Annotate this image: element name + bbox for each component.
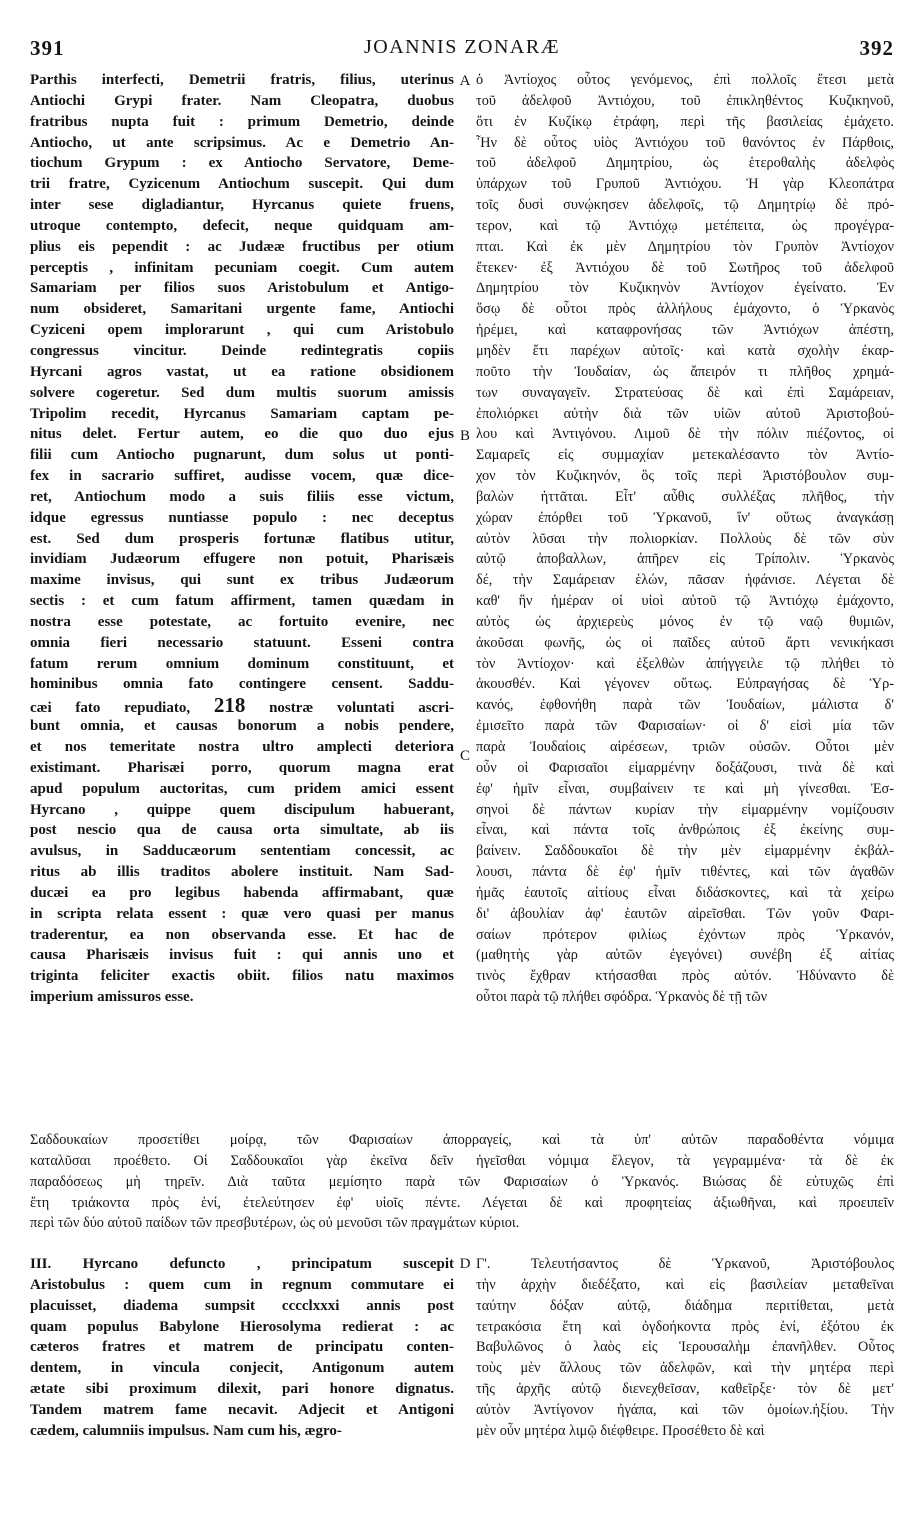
greek-text-line: ὁ Ἀντίοχος οὗτος γενόμενος, ἐπὶ πολλοῖς ἔτεσι μετὰ <box>476 72 894 88</box>
latin-text-line: nostra esse potestate, ac fortuito evenire, nec <box>30 613 454 630</box>
greek-text-line: αὐτὸν Ἀντίγονον ἠγάπα, καὶ τῶν ὁμοίων.ἠξίου. Τὴν <box>476 1401 894 1418</box>
greek-text-line: ποῦτο τὴν Ἰουδαίαν, ὡς ἄπειρόν τι πλῆθος χρημά- <box>476 363 894 380</box>
running-title: JOANNIS ZONARÆ <box>363 36 560 58</box>
latin-text-line: causa Pharisæis invisus fuit : qui annis uno et <box>30 947 454 964</box>
latin-text-line: Parthis interfecti, Demetrii fratris, filius, uterinus <box>30 72 454 88</box>
greek-text-line: Σαμαρεῖς εἰς συμμαχίαν μετεκαλέσαντο τὸν Ἀντίο- <box>476 447 894 464</box>
greek-text-line: ὅτι ἐν Κυζίκῳ ἐτράφη, περὶ τῆς βασιλείας ἐμάχετο. <box>476 113 894 130</box>
latin-text-line: Samariam per filios suos Aristobulum et Antigo- <box>30 280 454 297</box>
latin-text-line: congressus vincitur. Deinde redintegratis copiis <box>30 342 454 359</box>
latin-text-line: maxime invisus, qui sunt ex tribus Judæorum <box>30 572 454 589</box>
latin-text-line: Hyrcano , quippe quem discipulum habuerant, <box>30 801 454 818</box>
greek-text-line: εἶναι, καὶ πάντα τοῖς ἀνθρώποις ἐξ ἐκείνης συμ- <box>476 822 894 839</box>
greek-text-line: καθ' ἣν ἡμέραν οἱ υἱοὶ αὐτοῦ τῷ Ἀντιόχῳ ἐμάχοντο, <box>476 593 894 610</box>
latin-text-line: post nescio qua de causa orta simultate, ab iis <box>30 822 454 839</box>
latin-text-line: Antiocho, ut ante scripsimus. Ac e Demetrio An- <box>30 134 454 151</box>
latin-text-line: plius eis pependit : ac Judææ fructibus per otium <box>30 238 454 255</box>
latin-text-line: cædem, calumniis impulsus. Nam cum his, ægro- <box>30 1422 342 1439</box>
latin-text-line: fex in sacrario suffiret, audisse vocem, quæ dice- <box>30 468 454 485</box>
latin-text-line: trii fratre, Cyzicenum Antiochum suscepit. Qui dum <box>30 176 454 193</box>
latin-text-line: ducæi ea pro legibus habenda affirmabant, quæ <box>30 884 454 901</box>
latin-text-line: hominibus omnia fato contingere censent. Saddu- <box>30 676 454 693</box>
greek-text-line: τὴν ἀρχὴν διεδέξατο, καὶ εἰς βασιλείαν μεταθεῖναι <box>476 1276 894 1293</box>
page-number-left: 391 <box>30 36 65 60</box>
greek-text-line: ἠρέμει, καὶ καταφρονήσας τῶν Ἀντιόχων ἀπέστη, <box>476 322 894 339</box>
latin-text-line: dentem, in vincula conjecit, Antigonum autem <box>30 1360 454 1377</box>
latin-text-line: avulsus, in Sadducæorum sententiam concessit, ac <box>30 843 454 860</box>
greek-text-line: οὗτοι παρὰ τῷ πλήθει σφόδρα. Ὑρκανὸς δὲ τῇ τῶν <box>476 989 768 1006</box>
latin-text-line: perceptis , infinitam pecuniam coegit. Cum autem <box>30 259 454 276</box>
greek-text-line: τοῦ ἀδελφοῦ Ἀντιόχου, τοῦ ἐπικληθέντος Κυζικηνοῦ, <box>476 92 894 109</box>
greek-text-line: πται. Καὶ ἐκ μὲν Δημητρίου τὸν Γρυπὸν Ἀντίοχον <box>476 238 894 255</box>
greek-text-line: βαίνειν. Σαδδουκαῖοι δὲ τὴν μὲν εἱμαρμένην ἐκβάλ- <box>476 843 894 860</box>
latin-text-line: est. Sed dum prosperis fortunæ flatibus utitur, <box>30 530 454 547</box>
greek-text-line: μηδὲν ἔτι παρέχων αὐτοῖς· καὶ κατὰ σχολὴν ἐκαρ- <box>476 342 894 359</box>
latin-text-line: placuisset, diadema sumpsit cccclxxxi annis post <box>30 1297 454 1314</box>
page-number-right: 392 <box>859 36 894 60</box>
latin-text-line <box>30 695 454 716</box>
greek-text-line: δι' ἀβουλίαν ἀφ' ἑαυτῶν αἱρεῖσθαι. Τῶν γοῦν Φαρι- <box>476 905 894 922</box>
latin-text-line: omnia fieri necessario statuunt. Esseni contra <box>30 634 454 651</box>
margin-letter-a: A <box>459 73 471 89</box>
greek-text-line: παρὰ Ἰουδαίοις αἱρέσεων, τριῶν οὐσῶν. Οὗτοι μὲν <box>476 739 894 755</box>
margin-letter-d: D <box>459 1256 471 1272</box>
greek-text-line: μὲν οὖν μητέρα λιμῷ διέφθειρε. Προσέθετο δὲ καὶ <box>476 1422 765 1439</box>
greek-text-line: ἐμισεῖτο παρὰ τῶν Φαρισαίων· οἱ δ' εἰσὶ μία τῶν <box>476 718 894 735</box>
greek-text-line: Γ'. Τελευτήσαντος δὲ Ὑρκανοῦ, Ἀριστόβουλος <box>476 1256 894 1272</box>
greek-text-line: των συναγαγεῖν. Στρατεύσας δὲ καὶ ἐπὶ Σαμάρειαν, <box>476 384 894 401</box>
latin-text-line: fratribus nupta fuit : primum Demetrio, deinde <box>30 113 454 130</box>
greek-text-line: ὑπάρχων τοῦ Γρυποῦ Ἀντιόχου. Ἡ γὰρ Κλεοπάτρα <box>476 176 894 193</box>
greek-text-line: λου καὶ Ἀντιγόνου. Λιμοῦ δὲ τὴν πόλιν πιέζοντος, οἱ <box>476 426 894 443</box>
latin-text-line: Tandem matrem fame necavit. Adjecit et Antigoni <box>30 1401 454 1418</box>
greek-text-line: παραδόσεως μὴ τηρεῖν. Διὰ ταῦτα μεμίσητο παρὰ τῶν Φαρισαίων ὁ Ὑρκανός. Βιώσας δὲ εὐτυχῶς ἐπὶ <box>30 1173 894 1190</box>
latin-text-line: Tripolim recedit, Hyrcanus Samariam captam pe- <box>30 405 454 422</box>
latin-text-line: existimant. Pharisæi porro, quorum magna erat <box>30 759 454 776</box>
latin-text-line: traderentur, ea non observanda esse. Et hac de <box>30 926 454 943</box>
greek-text-line: ἀκοῦσαι φωνῆς, ὡς οἱ παῖδες αὐτοῦ ἄρτι νενικήκασι <box>476 634 894 651</box>
greek-text-line: ἀκουσθέν. Καὶ γέγονεν οὕτως. Εὐπραγήσας δὲ Ὑρ- <box>476 676 894 693</box>
greek-text-line: (μαθητὴς γὰρ αὐτῶν ἐγεγόνει) συνέβη ἐξ αἰτίας <box>476 947 894 964</box>
latin-section-3 <box>30 1254 454 1442</box>
greek-text-line: ἐφ' ἡμῖν εἶναι, συμβαίνειν τε καὶ μὴ γίνεσθαι. Ἐσ- <box>476 780 894 797</box>
greek-text-line: αὐτῷ ἀποβαλλων, ἀπῆρεν εἰς Τρίπολιν. Ὑρκανὸς <box>476 551 894 568</box>
latin-text-line: num obsideret, Samaritani urgente fame, Antiochi <box>30 301 454 318</box>
greek-text-line: σαίων πρότερον φιλίως ἐχόντων πρὸς Ὑρκανόν, <box>476 926 894 943</box>
latin-text-line: fatum rerum omnium dominum constituunt, et <box>30 655 454 672</box>
greek-text-line: τετρακόσια ἔτη καὶ ὀγδοήκοντα πρὸς ἑνί, ἐξότου ἐκ <box>476 1318 894 1335</box>
latin-text-line: ætate sibi proximum dilexit, pari honore dignatus. <box>30 1381 454 1398</box>
latin-text-line: ret, Antiochum modo a suis filiis esse victum, <box>30 488 454 505</box>
greek-text-line: ταύτην δόξαν αὐτῷ, διάδημα περιτίθεται, μετὰ <box>476 1297 894 1314</box>
latin-text-line: et nos temeritate nostra ultro amplecti deteriora <box>30 739 454 755</box>
latin-text-line: utroque contempto, defecit, neque quidquam am- <box>30 217 454 234</box>
greek-text-line: Βαβυλῶνος ὁ λαὸς εἰς Ἱερουσαλὴμ ἐπανῆλθεν. Οὗτος <box>476 1339 894 1356</box>
greek-text-line: Δημητρίου τὸν Κυζικηνὸν Ἀντίοχον ἐγείνατο. Ἐν <box>476 280 894 297</box>
greek-column <box>476 70 894 1008</box>
latin-text-line: Cyziceni opem implorarunt , qui cum Aristobulo <box>30 322 454 339</box>
latin-text-fragment: nostræ voluntati ascri- <box>269 700 454 717</box>
greek-text-line: χώραν ἐπόρθει τοῦ Ὑρκανοῦ, ἵν' οὕτως ἀναγκάσῃ <box>476 509 894 526</box>
latin-text-line: apud populum auctoritas, cum pridem amici essent <box>30 780 454 797</box>
latin-text-line: bunt omnia, et causas bonorum a nobis pendere, <box>30 718 454 735</box>
latin-text-line: invidiam Judæorum effugere non potuit, Pharisæis <box>30 551 454 568</box>
latin-text-line: III. Hyrcano defuncto , principatum suscepit <box>30 1256 454 1272</box>
greek-text-line: περὶ τῶν δύο αὐτοῦ παίδων τῶν πρεσβυτέρων, ὡς οὐ μενοῦσι τῶν πραγμάτων κύριοι. <box>30 1215 520 1232</box>
greek-text-line: οὖν οἱ Φαρισαῖοι εἱμαρμένην δοξάζουσι, τινὰ δὲ καὶ <box>476 759 894 776</box>
greek-text-line: σηνοὶ δὲ πάντων κυρίαν τὴν εἱμαρμένην νομίζουσιν <box>476 801 894 818</box>
greek-text-line: χον τὸν Κυζικηνόν, ὃς τοῖς περὶ Ἀριστόβουλον συμ- <box>476 468 894 485</box>
greek-section-3 <box>476 1254 894 1442</box>
latin-text-line: nitus delet. Fertur autem, eo die quo duo ejus <box>30 426 454 443</box>
latin-text-fragment: cæi fato repudiato, <box>30 700 191 717</box>
running-header <box>30 36 894 66</box>
latin-text-line: Antiochi Grypi frater. Nam Cleopatra, duobus <box>30 92 454 109</box>
greek-text-line: βαλὼν ἡττᾶται. Εἶτ' αὖθις συλλέξας πλῆθος, τὴν <box>476 488 894 505</box>
latin-text-line: in scripta relata essent : quæ vero quasi per manus <box>30 905 454 922</box>
latin-text-line: solvere cogeretur. Sed dum multis suorum amissis <box>30 384 454 401</box>
greek-text-line: ἔτη τριάκοντα πρὸς ἑνί, ἐτελεύτησεν ἐφ' υἱοῖς πέντε. Λέγεται δὲ καὶ προφητείας ἀξιωθῆναι, καὶ προειπεῖν <box>30 1194 894 1211</box>
greek-text-line: ἔτεκεν· ἐξ Ἀντιόχου δὲ τοῦ Σωτῆρος τοῦ ἀδελφοῦ <box>476 259 894 276</box>
greek-text-line: ὅσῳ δὲ οὗτοι πρὸς ἀλλήλους ἐμάχοντο, ὁ Ὑρκανὸς <box>476 301 894 318</box>
latin-text-line: filii cum Antiocho pugnarunt, dum solus ut ponti- <box>30 447 454 464</box>
margin-letter-b: B <box>459 428 470 444</box>
greek-text-line: τὸν Ἀντίοχον· καὶ ἐξελθὼν ἀπήγγειλε τῷ πλήθει τὸ <box>476 655 894 672</box>
greek-text-line: λουσι, πάντα δὲ ἐφ' ἡμῖν τιθέντες, καὶ τῶν ἀγαθῶν <box>476 864 894 881</box>
greek-text-line: καταλῦσαι προέθετο. Οἱ Σαδδουκαῖοι γὰρ ἐκεῖνα δεῖν ἡγεῖσθαι νόμιμα ἔλεγον, τὰ γεγραμμένα· τὰ δὲ ἐκ <box>30 1152 894 1169</box>
greek-text-line: Ἦν δὲ οὗτος υἱὸς Ἀντιόχου τοῦ θανόντος ἐν Πάρθοις, <box>476 134 894 151</box>
greek-text-line: αὐτὸν λῦσαι τὴν πολιορκίαν. Πολλοὺς δὲ τῶν σὺν <box>476 530 894 547</box>
greek-text-line: τερον, καὶ τῷ Ἀντιόχῳ μετέπειτα, ὡς προγέγρα- <box>476 217 894 234</box>
full-width-greek-passage <box>30 1130 894 1234</box>
latin-text-line: inter sese digladiantur, Hyrcanus quiete fruens, <box>30 197 454 214</box>
greek-text-line: τοὺς μὲν ἄλλους τῶν ἀδελφῶν, καὶ τὴν μητέρα περὶ <box>476 1360 894 1377</box>
latin-text-line: sectis : et cum fatum affirment, tamen quædam in <box>30 593 454 610</box>
greek-text-line: ἡμᾶς ἑαυτοῖς αἰτίους εἶναι διδάσκοντες, καὶ τὰ χείρω <box>476 884 894 901</box>
latin-text-line: Hyrcani agros vastat, ut ea ratione obsidionem <box>30 363 454 380</box>
margin-letter-c: C <box>459 748 470 764</box>
greek-text-line: τοῖς δυσὶ συνῴκησεν ἀδελφοῖς, τῷ Δημητρίῳ δὲ πρό- <box>476 197 894 214</box>
greek-text-line: κανός, ἐφθονήθη παρὰ τῶν Ἰουδαίων, μάλιστα δ' <box>476 697 894 714</box>
latin-text-line: imperium amissuros esse. <box>30 989 194 1006</box>
page-marker: 218 <box>213 695 246 717</box>
greek-text-line: Σαδδουκαίων προσετίθει μοίρᾳ, τῶν Φαρισαίων ἀπορραγείς, καὶ τὰ ὑπ' αὐτῶν παραδοθέντα νόμιμα <box>30 1132 894 1148</box>
greek-text-line: τινὸς ἔχθραν κτήσασθαι πρὸς αὐτόν. Ἠδύναντο δὲ <box>476 968 894 985</box>
greek-text-line: αὐτὸς ὡς ἀρχιερεὺς μόνος ἐν τῷ ναῷ θυμιῶν, <box>476 613 894 630</box>
latin-text-line: tiochum Grypum : ex Antiocho Servatore, Deme- <box>30 155 454 172</box>
greek-text-line: τοῦ ἀδελφοῦ Δημητρίου, ὡς ἑτεροθαλὴς ἀδελφὸς <box>476 155 894 172</box>
latin-column <box>30 70 454 1008</box>
latin-text-line: Aristobulus : quem cum in regnum commutare ei <box>30 1276 454 1293</box>
greek-text-line: ἐπολιόρκει αὐτὴν διὰ τῶν υἱῶν αὐτοῦ Ἀριστοβού- <box>476 405 894 422</box>
greek-text-line: τῆς ἀρχῆς αὐτῷ διενεχθεῖσαν, καθεῖρξε· τὸν δὲ μετ' <box>476 1381 894 1398</box>
latin-text-line: cæteros fratres et matrem de principatu conten- <box>30 1339 454 1356</box>
greek-text-line: δέ, τὴν Σαμάρειαν ἑλών, πᾶσαν ἠφάνισε. Λέγεται δὲ <box>476 572 894 589</box>
latin-text-line: ritus ab illis traditos abolere instituit. Nam Sad- <box>30 864 454 881</box>
latin-text-line: idque egressus nuntiasse populo : nec deceptus <box>30 509 454 526</box>
latin-text-line: quam populus Babylone Hierosolyma redierat : ac <box>30 1318 454 1335</box>
latin-text-line: triginta feliciter exactis obiit. filios natu maximos <box>30 968 454 985</box>
